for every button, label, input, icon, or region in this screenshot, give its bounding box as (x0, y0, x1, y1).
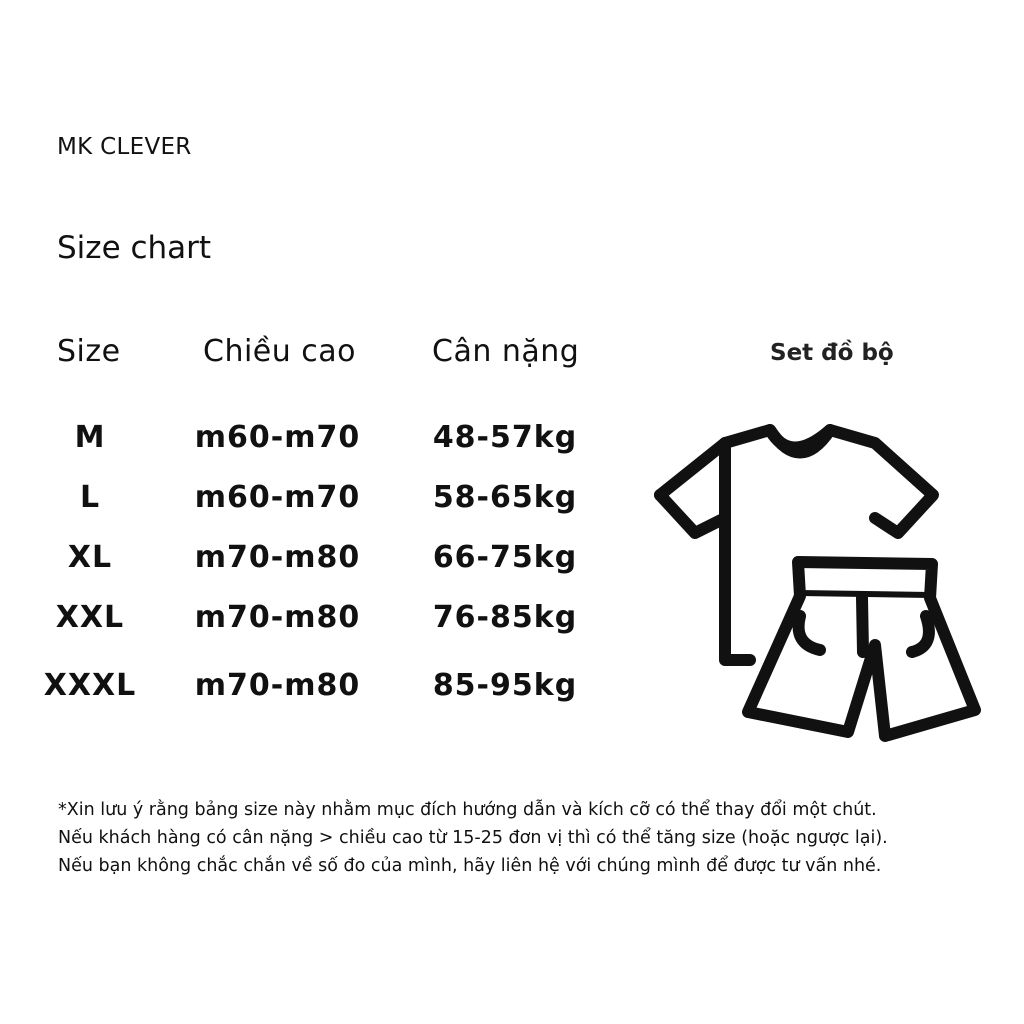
note-line: Nếu khách hàng có cân nặng > chiều cao từ 15-25 đơn vị thì có thể tăng size (hoặc ngược lại). (58, 828, 888, 848)
size-cell: XXL (55, 600, 125, 635)
weight-cell: 58-65kg (432, 480, 578, 515)
header-set: Set đồ bộ (770, 340, 894, 366)
height-cell: m70-m80 (194, 540, 361, 575)
header-size: Size (57, 334, 121, 369)
table-row (0, 668, 640, 712)
note-line: Nếu bạn không chắc chắn về số đo của mình, hãy liên hệ với chúng mình để được tư vấn nhé. (58, 856, 882, 876)
size-cell: M (74, 420, 106, 455)
size-cell: XL (67, 540, 113, 575)
height-cell: m70-m80 (194, 600, 361, 635)
height-cell: m60-m70 (194, 480, 361, 515)
weight-cell: 48-57kg (432, 420, 578, 455)
weight-cell: 66-75kg (432, 540, 578, 575)
header-weight: Cân nặng (432, 334, 580, 369)
table-row (0, 540, 640, 584)
page-title: Size chart (57, 230, 212, 266)
header-height: Chiều cao (203, 334, 357, 369)
height-cell: m60-m70 (194, 420, 361, 455)
table-row (0, 480, 640, 524)
weight-cell: 85-95kg (432, 668, 578, 703)
weight-cell: 76-85kg (432, 600, 578, 635)
table-row (0, 420, 640, 464)
table-row (0, 600, 640, 644)
height-cell: m70-m80 (194, 668, 361, 703)
tshirt-and-shorts-icon (650, 420, 990, 750)
note-line: *Xin lưu ý rằng bảng size này nhằm mục đích hướng dẫn và kích cỡ có thể thay đổi một chút. (58, 800, 877, 820)
shorts-icon (748, 562, 975, 736)
brand-name: MK CLEVER (57, 134, 192, 160)
size-cell: L (79, 480, 101, 515)
size-cell: XXXL (43, 668, 137, 703)
size-note (58, 796, 998, 880)
